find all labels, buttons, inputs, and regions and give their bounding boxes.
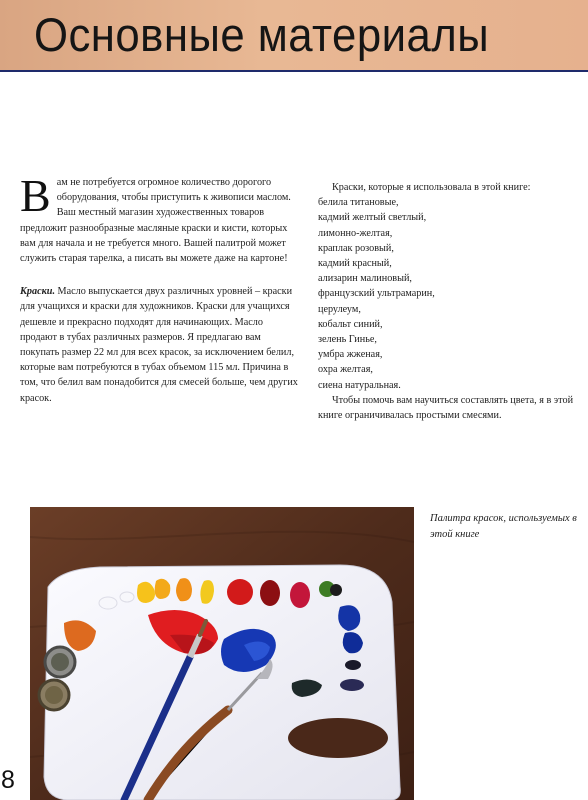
- paint-list: [318, 195, 580, 393]
- list-item: церулеум,: [318, 303, 361, 315]
- paint-list-intro: Краски, которые я использовала в этой книге:: [332, 182, 531, 193]
- left-column: [20, 170, 302, 424]
- list-item: французский ультрамарин,: [318, 288, 435, 300]
- photo-caption: Палитра красок, используемых в этой книге: [430, 513, 577, 540]
- list-item: кадмий красный,: [318, 258, 392, 270]
- list-item: кадмий желтый светлый,: [318, 212, 427, 224]
- list-item: сиена натуральная.: [318, 379, 401, 391]
- paints-lead-in: Краски.: [20, 286, 55, 298]
- intro-text: ам не потребуется огромное количество дорогого оборудования, чтобы приступить к живописи маслом. Ваш местный магазин художественных товаров предложит разнообразные масляные краски и кисти, которых вам для начала и не требуется много. Вашей палитрой может служить старая тарелка, а писать вы можете даже на картоне!: [20, 177, 291, 265]
- header-band: [0, 0, 588, 72]
- page-title: Основные материалы: [34, 8, 490, 61]
- palette-photo-illustration: [30, 507, 414, 800]
- list-item: умбра жженая,: [318, 349, 383, 361]
- paints-text: Масло выпускается двух различных уровней – краски для учащихся и краски для художников. Краски для учащихся дешевле и прекрасно подходят для начинающих. Масло продают в тубах различных размеров. Я предлагаю вам покупать размер 22 мл для всех красок, за исключением белил, которые вам потребуются в тубах объемом 115 мл. Причина в том, что белил вам понадобится для смесей больше, чем других красок.: [20, 286, 298, 404]
- intro-paragraph: [20, 170, 302, 266]
- list-item: ализарин малиновый,: [318, 273, 412, 285]
- list-item: белила титановые,: [318, 197, 399, 209]
- list-item: охра желтая,: [318, 364, 373, 376]
- list-item: лимонно-желтая,: [318, 227, 393, 239]
- palette-photo: [30, 507, 414, 800]
- paint-list-outro: Чтобы помочь вам научиться составлять цвета, я в этой книге ограничивалась простыми смесями.: [318, 394, 574, 422]
- right-column: [318, 180, 580, 423]
- list-item: зелень Гинье,: [318, 334, 377, 346]
- drop-cap: В: [20, 170, 51, 221]
- palette-thumb-hole: [288, 718, 388, 758]
- list-item: кобальт синий,: [318, 318, 383, 330]
- page-number: 8: [1, 766, 15, 794]
- paints-paragraph: [20, 284, 302, 406]
- list-item: краплак розовый,: [318, 242, 394, 254]
